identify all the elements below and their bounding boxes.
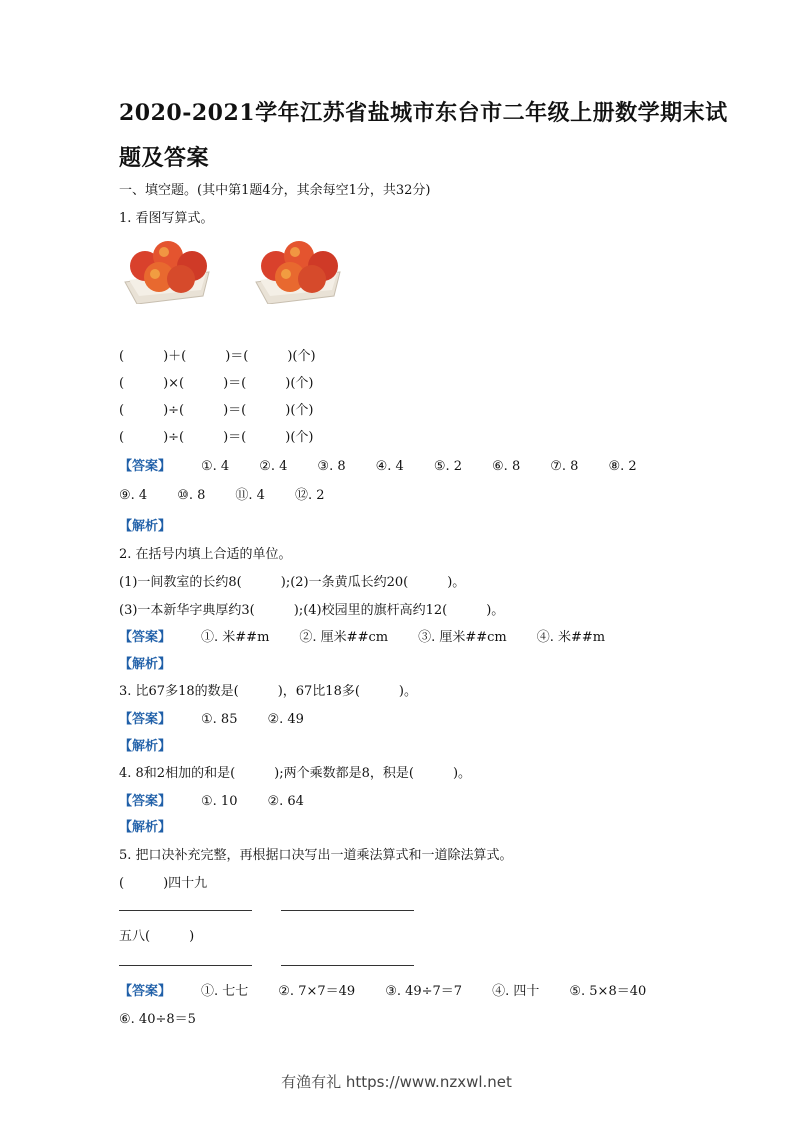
answer-item: ⑥. 40÷8＝5 xyxy=(119,1012,196,1027)
answer-label: 【答案】 xyxy=(119,459,172,474)
answer-label: 【答案】 xyxy=(119,630,172,645)
document-title-line2: 题及答案 xyxy=(119,145,210,171)
q1-analysis-label: 【解析】 xyxy=(119,519,172,534)
answer-item: ②. 49 xyxy=(267,712,304,727)
document-title-line1: 2020-2021学年江苏省盐城市东台市二年级上册数学期末试 xyxy=(119,100,728,126)
answer-item: ②. 厘米##cm xyxy=(299,630,389,645)
answer-item: ⑦. 8 xyxy=(550,459,579,474)
answer-item: ⑤. 2 xyxy=(433,459,463,474)
q3-analysis-label: 【解析】 xyxy=(119,739,172,754)
answer-blank-line xyxy=(281,910,414,911)
q5-line-2: 五八( ) xyxy=(119,929,195,944)
answer-item: ④. 米##m xyxy=(536,630,606,645)
q1-equation-row-4: ( )÷( )＝( )(个) xyxy=(119,430,314,445)
q5-answer-line-1 xyxy=(119,980,646,999)
answer-item: ⑤. 5×8＝40 xyxy=(569,984,647,999)
answer-label: 【答案】 xyxy=(119,712,172,727)
footer-watermark: 有渔有礼 https://www.nzxwl.net xyxy=(281,1073,512,1091)
q4-answer-line xyxy=(119,790,334,809)
answer-item: ①. 4 xyxy=(201,459,230,474)
answer-item: ⑧. 2 xyxy=(608,459,637,474)
q1-answer-line-2 xyxy=(119,484,355,503)
q5-answer-line-2 xyxy=(119,1008,226,1027)
answer-item: ③. 8 xyxy=(317,459,346,474)
apple-basket-image-right xyxy=(250,232,346,304)
q3-answer-line xyxy=(119,708,334,727)
answer-blank-line xyxy=(119,965,252,966)
answer-item: ⑥. 8 xyxy=(492,459,521,474)
q2-line-2: (3)一本新华字典厚约3( );(4)校园里的旗杆高约12( )。 xyxy=(119,603,505,618)
q2-analysis-label: 【解析】 xyxy=(119,657,172,672)
answer-item: ③. 厘米##cm xyxy=(418,630,507,645)
answer-item: ②. 64 xyxy=(267,794,304,809)
q1-equation-row-1: ( )＋( )＝( )(个) xyxy=(119,349,316,364)
answer-blank-line xyxy=(281,965,414,966)
answer-item: ⑪. 4 xyxy=(235,488,265,503)
answer-item: ②. 4 xyxy=(259,459,288,474)
answer-item: ③. 49÷7＝7 xyxy=(385,984,463,999)
answer-item: ④. 4 xyxy=(375,459,404,474)
q4-stem: 4. 8和2相加的和是( );两个乘数都是8，积是( )。 xyxy=(119,766,472,781)
answer-item: ②. 7×7＝49 xyxy=(278,984,356,999)
q3-stem: 3. 比67多18的数是( )，67比18多( )。 xyxy=(119,684,417,699)
answer-item: ①. 85 xyxy=(201,712,238,727)
answer-label: 【答案】 xyxy=(119,794,172,809)
answer-item: ⑨. 4 xyxy=(119,488,148,503)
apple-basket-image-left xyxy=(119,232,215,304)
q5-line-1: ( )四十九 xyxy=(119,876,208,891)
answer-item: ①. 10 xyxy=(201,794,238,809)
answer-label: 【答案】 xyxy=(119,984,172,999)
q1-equation-row-3: ( )÷( )＝( )(个) xyxy=(119,403,314,418)
answer-item: ④. 四十 xyxy=(492,984,540,999)
answer-item: ①. 七七 xyxy=(201,984,249,999)
q5-stem: 5. 把口决补充完整，再根据口决写出一道乘法算式和一道除法算式。 xyxy=(119,848,513,863)
answer-item: ⑫. 2 xyxy=(294,488,325,503)
answer-blank-line xyxy=(119,910,252,911)
answer-item: ⑩. 8 xyxy=(177,488,206,503)
answer-item: ①. 米##m xyxy=(201,630,270,645)
q4-analysis-label: 【解析】 xyxy=(119,820,172,835)
section-heading: 一、填空题。(其中第1题4分，其余每空1分，共32分) xyxy=(119,183,431,198)
q2-stem: 2. 在括号内填上合适的单位。 xyxy=(119,547,292,562)
q1-stem: 1. 看图写算式。 xyxy=(119,211,214,226)
q1-equation-row-2: ( )×( )＝( )(个) xyxy=(119,376,314,391)
q2-line-1: (1)一间教室的长约8( );(2)一条黄瓜长约20( )。 xyxy=(119,575,466,590)
q2-answer-line xyxy=(119,626,605,645)
q1-answer-line-1 xyxy=(119,455,637,474)
